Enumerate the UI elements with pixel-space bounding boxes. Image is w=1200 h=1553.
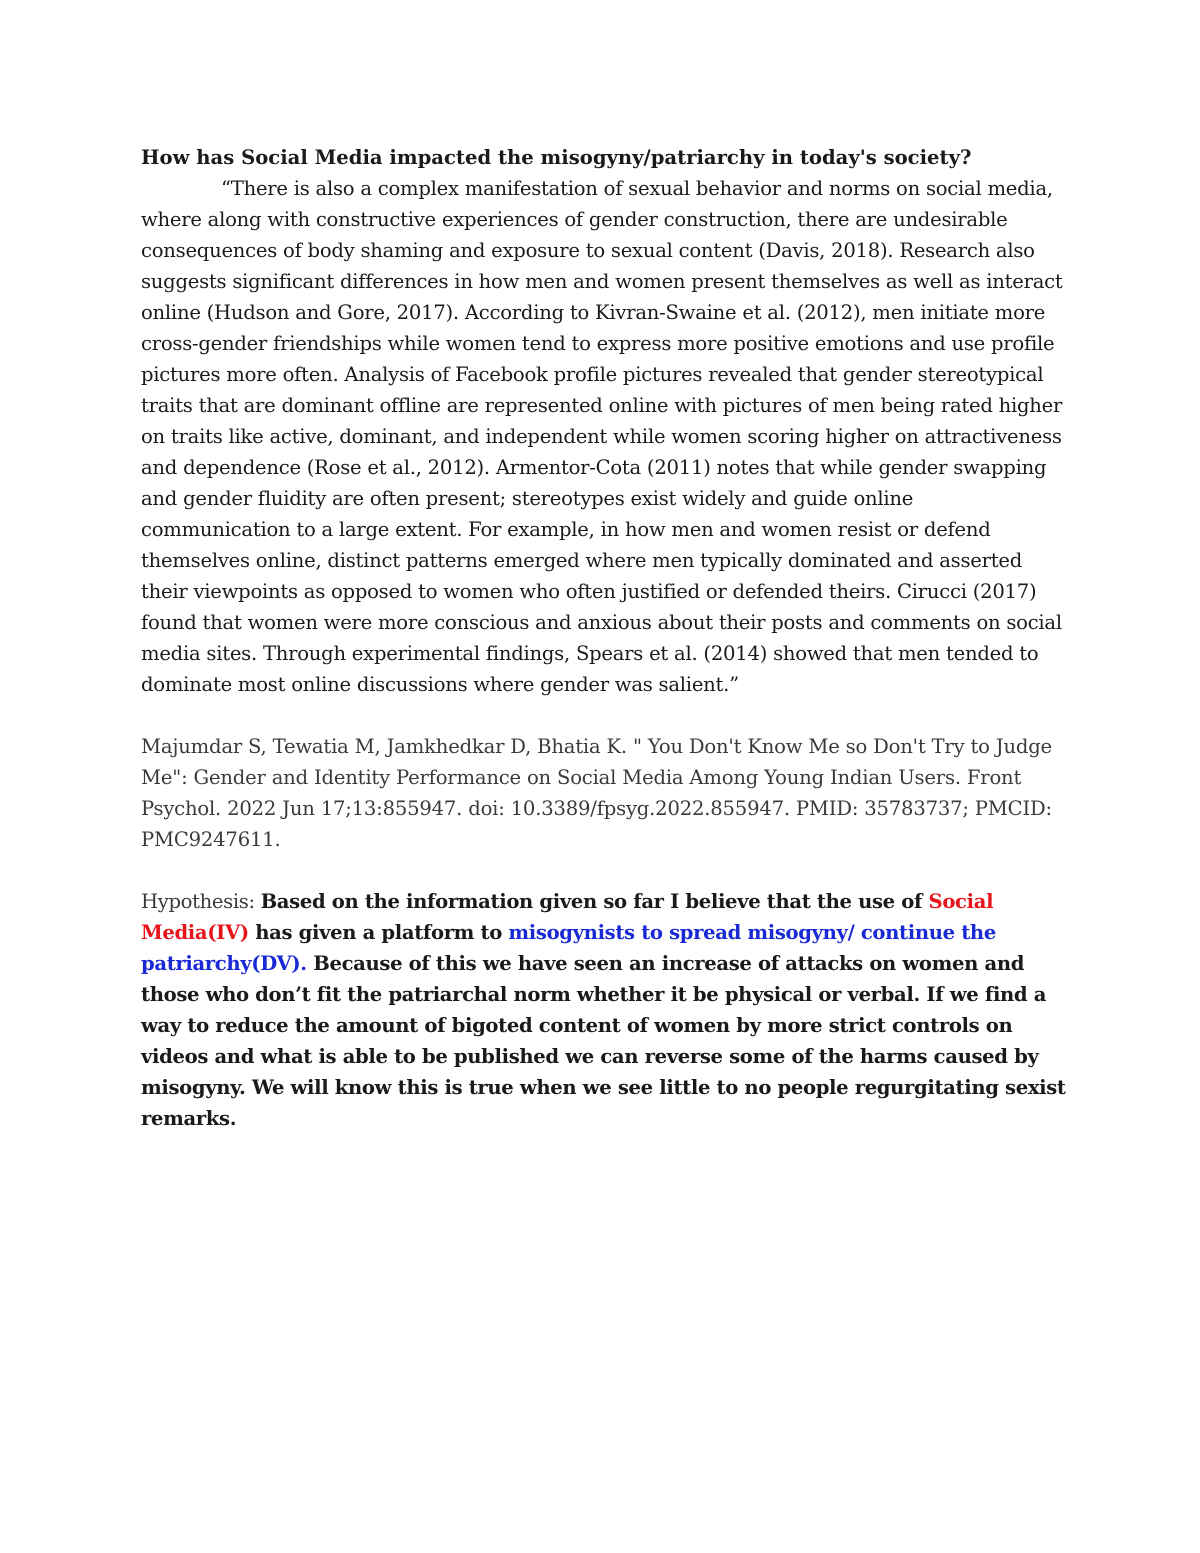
hypothesis-text-2: has given a platform to — [248, 921, 509, 944]
document-page — [141, 142, 1066, 1134]
independent-variable: Social Media(IV) — [141, 890, 994, 944]
dependent-variable: misogynists to spread misogyny/ continue the patriarchy(DV). — [141, 921, 996, 975]
hypothesis-text-1: Based on the information given so far I believe that the use of — [260, 890, 929, 913]
hypothesis-paragraph — [141, 886, 1066, 1134]
reference-citation: Majumdar S, Tewatia M, Jamkhedkar D, Bhatia K. " You Don't Know Me so Don't Try to Judge Me": Gender and Identity Performance on Social Media Among Young Indian Users. Front Psychol. 2022 Jun 17;13:855947. doi: 10.3389/fpsyg.2022.855947. PMID: 35783737; PMCID: PMC9247611. — [141, 735, 1052, 851]
hypothesis-text-3: Because of this we have seen an increase of attacks on women and those who don’t fit the patriarchal norm whether it be physical or verbal. If we find a way to reduce the amount of bigoted content of women by more strict controls on videos and what is able to be published we can reverse some of the harms caused by misogyny. We will know this is true when we see little to no people regurgitating sexist remarks. — [141, 952, 1066, 1130]
hypothesis-label: Hypothesis: — [141, 890, 261, 913]
document-heading: How has Social Media impacted the misogyny/patriarchy in today's society? — [141, 146, 972, 169]
quoted-passage: “There is also a complex manifestation of sexual behavior and norms on social media, where along with constructive experiences of gender construction, there are undesirable consequences of body shaming and exposure to sexual content (Davis, 2018). Research also suggests significant differences in how men and women present themselves as well as interact online (Hudson and Gore, 2017). According to Kivran-Swaine et al. (2012), men initiate more cross-gender friendships while women tend to express more positive emotions and use profile pictures more often. Analysis of Facebook profile pictures revealed that gender stereotypical traits that are dominant offline are represented online with pictures of men being rated higher on traits like active, dominant, and independent while women scoring higher on attractiveness and dependence (Rose et al., 2012). Armentor-Cota (2011) notes that while gender swapping and gender fluidity are often present; stereotypes exist widely and guide online communication to a large extent. For example, in how men and women resist or defend themselves online, distinct patterns emerged where men typically dominated and asserted their viewpoints as opposed to women who often justified or defended theirs. Cirucci (2017) found that women were more conscious and anxious about their posts and comments on social media sites. Through experimental findings, Spears et al. (2014) showed that men tended to dominate most online discussions where gender was salient.” — [141, 177, 1063, 696]
